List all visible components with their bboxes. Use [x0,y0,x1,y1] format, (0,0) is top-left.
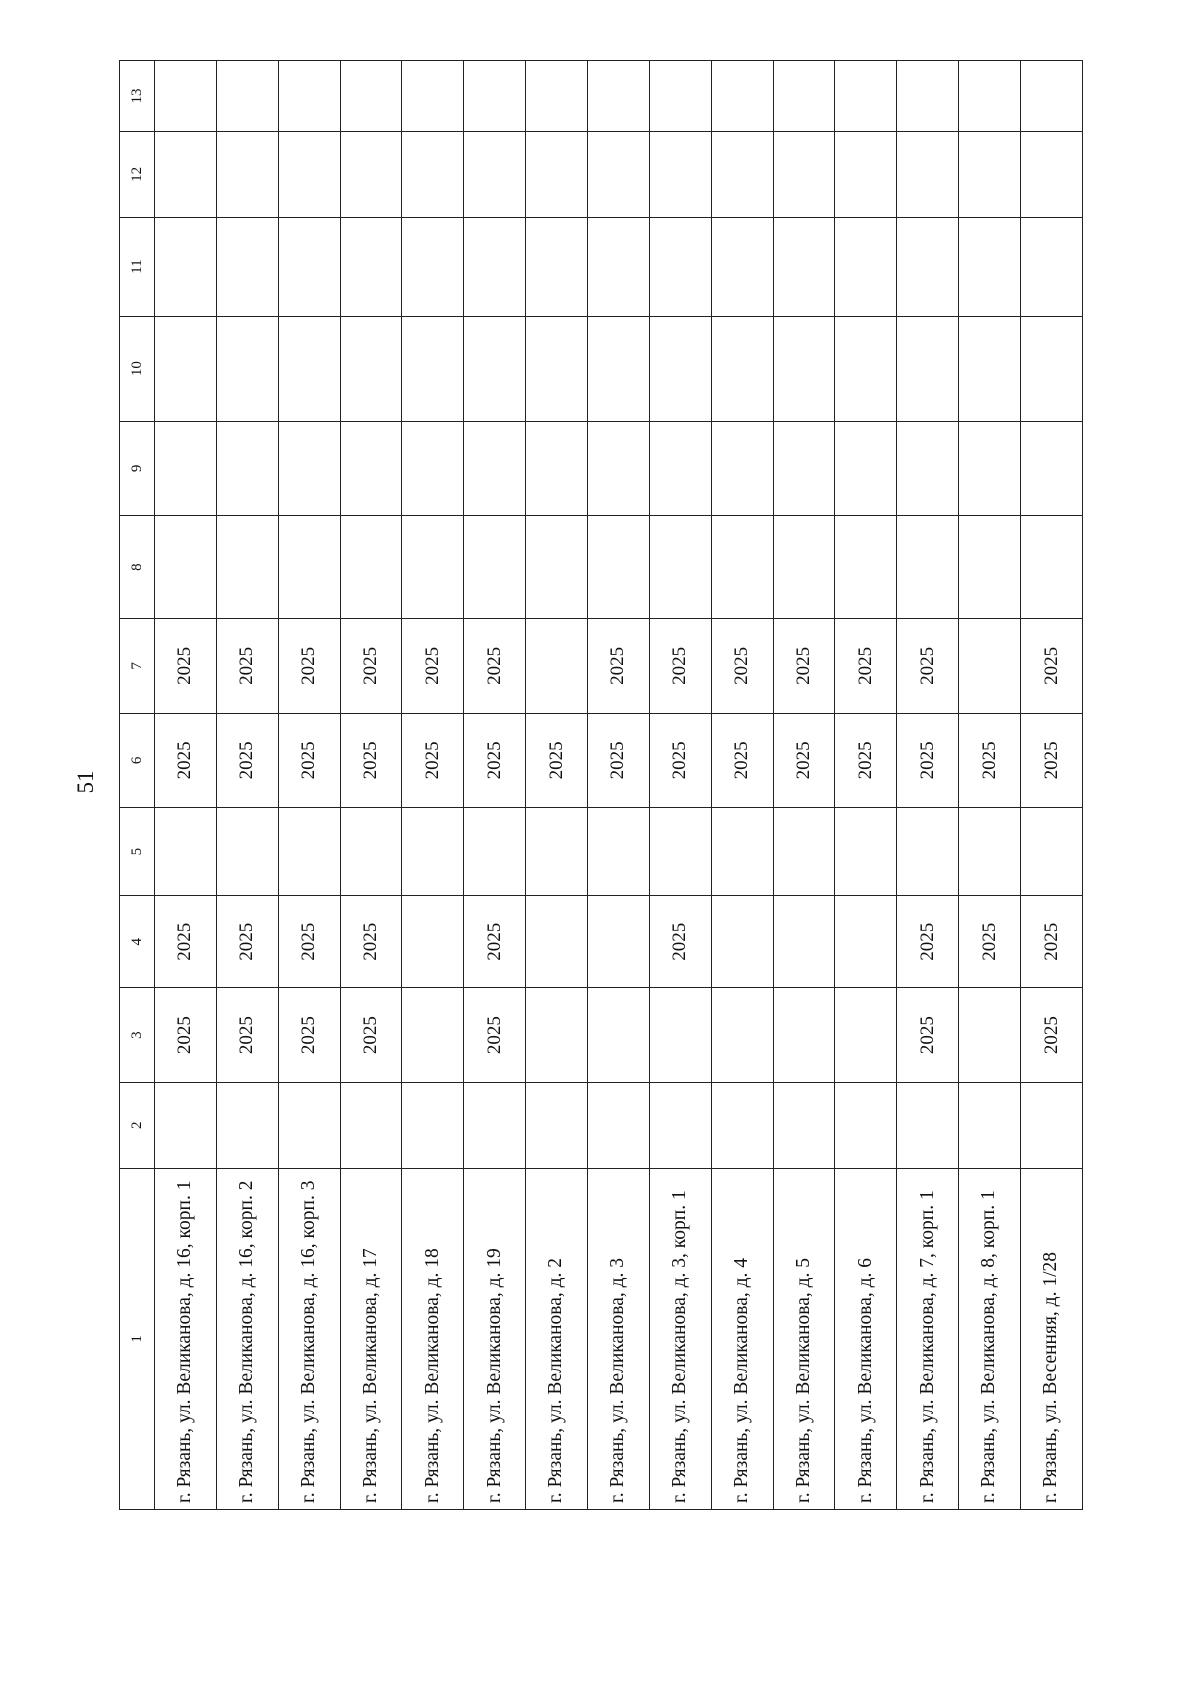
year-cell-col-5 [711,808,773,896]
year-cell-col-7: 2025 [897,619,959,713]
address-cell: г. Рязань, ул. Великанова, д. 16, корп. 1 [155,1168,217,1509]
year-cell-col-7: 2025 [711,619,773,713]
year-cell-col-9 [835,421,897,515]
year-cell-col-7: 2025 [464,619,526,713]
year-cell-col-12 [402,131,464,217]
year-cell-col-5 [897,808,959,896]
year-cell-col-3 [649,988,711,1082]
year-cell-col-11 [773,217,835,316]
year-cell-col-5 [402,808,464,896]
year-cell-col-4: 2025 [340,896,402,988]
year-cell-col-4: 2025 [216,896,278,988]
table-row [278,61,340,1510]
year-cell-col-11 [464,217,526,316]
table-row [155,61,217,1510]
year-cell-col-10 [526,316,588,421]
year-cell-col-4: 2025 [464,896,526,988]
year-cell-col-2 [773,1082,835,1168]
year-cell-col-3: 2025 [1021,988,1083,1082]
year-cell-col-3 [959,988,1021,1082]
year-cell-col-8 [216,516,278,619]
year-cell-col-12 [835,131,897,217]
year-cell-col-9 [711,421,773,515]
year-cell-col-11 [588,217,650,316]
year-cell-col-2 [897,1082,959,1168]
page-number: 51 [73,770,98,794]
year-cell-col-6: 2025 [526,713,588,807]
year-cell-col-5 [216,808,278,896]
year-cell-col-12 [340,131,402,217]
year-cell-col-12 [155,131,217,217]
year-cell-col-10 [649,316,711,421]
year-cell-col-6: 2025 [402,713,464,807]
year-cell-col-10 [155,316,217,421]
year-cell-col-8 [959,516,1021,619]
column-header: 8 [120,516,155,619]
address-cell: г. Рязань, ул. Великанова, д. 6 [835,1168,897,1509]
year-cell-col-9 [1021,421,1083,515]
year-cell-col-8 [402,516,464,619]
year-cell-col-9 [649,421,711,515]
year-cell-col-8 [526,516,588,619]
year-cell-col-13 [897,61,959,132]
year-cell-col-12 [278,131,340,217]
table-row [464,61,526,1510]
column-header: 9 [120,421,155,515]
year-cell-col-9 [464,421,526,515]
year-cell-col-13 [526,61,588,132]
year-cell-col-7: 2025 [773,619,835,713]
year-cell-col-6: 2025 [897,713,959,807]
year-cell-col-4: 2025 [959,896,1021,988]
year-cell-col-6: 2025 [835,713,897,807]
year-cell-col-6: 2025 [216,713,278,807]
year-cell-col-4 [835,896,897,988]
year-cell-col-12 [588,131,650,217]
year-cell-col-10 [711,316,773,421]
year-cell-col-11 [649,217,711,316]
year-cell-col-9 [278,421,340,515]
year-cell-col-2 [155,1082,217,1168]
year-cell-col-11 [340,217,402,316]
year-cell-col-6: 2025 [155,713,217,807]
year-cell-col-3: 2025 [897,988,959,1082]
year-cell-col-13 [835,61,897,132]
column-header: 3 [120,988,155,1082]
year-cell-col-6: 2025 [711,713,773,807]
year-cell-col-8 [464,516,526,619]
year-cell-col-11 [278,217,340,316]
table-row [216,61,278,1510]
column-header: 12 [120,131,155,217]
column-header: 2 [120,1082,155,1168]
year-cell-col-10 [464,316,526,421]
year-cell-col-7: 2025 [588,619,650,713]
year-cell-col-6: 2025 [588,713,650,807]
year-cell-col-11 [897,217,959,316]
year-cell-col-5 [959,808,1021,896]
year-cell-col-8 [340,516,402,619]
year-cell-col-9 [959,421,1021,515]
address-cell: г. Рязань, ул. Великанова, д. 3, корп. 1 [649,1168,711,1509]
year-cell-col-4: 2025 [897,896,959,988]
year-cell-col-2 [340,1082,402,1168]
address-cell: г. Рязань, ул. Великанова, д. 18 [402,1168,464,1509]
year-cell-col-3 [835,988,897,1082]
address-cell: г. Рязань, ул. Великанова, д. 8, корп. 1 [959,1168,1021,1509]
year-cell-col-9 [897,421,959,515]
table-row [402,61,464,1510]
address-cell: г. Рязань, ул. Великанова, д. 16, корп. 3 [278,1168,340,1509]
year-cell-col-9 [155,421,217,515]
year-cell-col-7: 2025 [278,619,340,713]
table-row [897,61,959,1510]
column-header: 13 [120,61,155,132]
year-cell-col-5 [773,808,835,896]
year-cell-col-8 [155,516,217,619]
year-cell-col-3: 2025 [216,988,278,1082]
table-row [649,61,711,1510]
year-cell-col-10 [588,316,650,421]
year-cell-col-5 [464,808,526,896]
year-cell-col-8 [649,516,711,619]
year-cell-col-2 [278,1082,340,1168]
year-cell-col-11 [959,217,1021,316]
address-cell: г. Рязань, ул. Великанова, д. 17 [340,1168,402,1509]
year-cell-col-3 [711,988,773,1082]
year-cell-col-5 [278,808,340,896]
table-row [1021,61,1083,1510]
year-cell-col-10 [897,316,959,421]
year-cell-col-8 [773,516,835,619]
year-cell-col-9 [340,421,402,515]
year-cell-col-3: 2025 [155,988,217,1082]
year-cell-col-6: 2025 [340,713,402,807]
table-row [773,61,835,1510]
year-cell-col-8 [278,516,340,619]
year-cell-col-13 [464,61,526,132]
year-cell-col-9 [588,421,650,515]
year-cell-col-11 [526,217,588,316]
year-cell-col-3: 2025 [464,988,526,1082]
year-cell-col-10 [959,316,1021,421]
year-cell-col-10 [773,316,835,421]
address-cell: г. Рязань, ул. Великанова, д. 4 [711,1168,773,1509]
year-cell-col-13 [649,61,711,132]
year-cell-col-6: 2025 [278,713,340,807]
table-row [959,61,1021,1510]
column-header: 10 [120,316,155,421]
year-cell-col-11 [155,217,217,316]
year-cell-col-10 [835,316,897,421]
year-cell-col-2 [1021,1082,1083,1168]
year-cell-col-7 [959,619,1021,713]
year-cell-col-2 [464,1082,526,1168]
table-row [711,61,773,1510]
year-cell-col-11 [711,217,773,316]
year-cell-col-10 [340,316,402,421]
year-cell-col-2 [649,1082,711,1168]
year-cell-col-7: 2025 [216,619,278,713]
year-cell-col-2 [959,1082,1021,1168]
year-cell-col-7: 2025 [1021,619,1083,713]
year-cell-col-12 [773,131,835,217]
year-cell-col-12 [216,131,278,217]
year-cell-col-11 [1021,217,1083,316]
year-cell-col-9 [526,421,588,515]
year-cell-col-10 [278,316,340,421]
year-cell-col-6: 2025 [464,713,526,807]
year-cell-col-2 [402,1082,464,1168]
year-cell-col-5 [588,808,650,896]
year-cell-col-4: 2025 [649,896,711,988]
year-cell-col-4 [402,896,464,988]
year-cell-col-13 [216,61,278,132]
year-cell-col-12 [897,131,959,217]
year-cell-col-11 [216,217,278,316]
year-cell-col-4 [711,896,773,988]
year-cell-col-9 [216,421,278,515]
year-cell-col-12 [526,131,588,217]
column-number-header-row [120,61,155,1510]
year-cell-col-9 [402,421,464,515]
column-header: 1 [120,1168,155,1509]
year-cell-col-2 [526,1082,588,1168]
year-cell-col-5 [835,808,897,896]
address-cell: г. Рязань, ул. Великанова, д. 7, корп. 1 [897,1168,959,1509]
year-cell-col-4 [773,896,835,988]
year-cell-col-10 [402,316,464,421]
address-cell: г. Рязань, ул. Великанова, д. 19 [464,1168,526,1509]
year-cell-col-3: 2025 [278,988,340,1082]
year-cell-col-8 [835,516,897,619]
year-cell-col-12 [711,131,773,217]
year-cell-col-12 [649,131,711,217]
year-cell-col-13 [402,61,464,132]
year-cell-col-10 [1021,316,1083,421]
year-cell-col-7: 2025 [402,619,464,713]
year-cell-col-8 [711,516,773,619]
column-header: 6 [120,713,155,807]
year-cell-col-13 [155,61,217,132]
year-cell-col-8 [897,516,959,619]
year-cell-col-2 [711,1082,773,1168]
year-cell-col-13 [711,61,773,132]
year-cell-col-7: 2025 [649,619,711,713]
table-body [155,61,1083,1510]
year-cell-col-6: 2025 [649,713,711,807]
year-cell-col-7: 2025 [835,619,897,713]
year-cell-col-3 [773,988,835,1082]
schedule-table-wrapper [119,60,1083,1510]
address-cell: г. Рязань, ул. Великанова, д. 2 [526,1168,588,1509]
year-cell-col-4 [526,896,588,988]
address-cell: г. Рязань, ул. Великанова, д. 16, корп. 2 [216,1168,278,1509]
year-cell-col-2 [216,1082,278,1168]
year-cell-col-6: 2025 [959,713,1021,807]
column-header: 5 [120,808,155,896]
table-row [588,61,650,1510]
table-row [526,61,588,1510]
year-cell-col-13 [773,61,835,132]
year-cell-col-4: 2025 [155,896,217,988]
year-cell-col-3 [588,988,650,1082]
year-cell-col-13 [1021,61,1083,132]
year-cell-col-9 [773,421,835,515]
year-cell-col-4 [588,896,650,988]
year-cell-col-7: 2025 [155,619,217,713]
year-cell-col-12 [1021,131,1083,217]
column-header: 7 [120,619,155,713]
column-header: 4 [120,896,155,988]
year-cell-col-6: 2025 [773,713,835,807]
year-cell-col-13 [588,61,650,132]
year-cell-col-5 [526,808,588,896]
year-cell-col-5 [649,808,711,896]
address-cell: г. Рязань, ул. Весенняя, д. 1/28 [1021,1168,1083,1509]
year-cell-col-5 [155,808,217,896]
year-cell-col-12 [959,131,1021,217]
year-cell-col-11 [402,217,464,316]
year-cell-col-3 [526,988,588,1082]
address-cell: г. Рязань, ул. Великанова, д. 5 [773,1168,835,1509]
table-row [340,61,402,1510]
year-cell-col-3 [402,988,464,1082]
schedule-table [119,60,1083,1510]
year-cell-col-13 [340,61,402,132]
year-cell-col-13 [959,61,1021,132]
column-header: 11 [120,217,155,316]
year-cell-col-12 [464,131,526,217]
year-cell-col-3: 2025 [340,988,402,1082]
year-cell-col-2 [835,1082,897,1168]
year-cell-col-7 [526,619,588,713]
year-cell-col-5 [1021,808,1083,896]
year-cell-col-7: 2025 [340,619,402,713]
year-cell-col-8 [1021,516,1083,619]
year-cell-col-4: 2025 [278,896,340,988]
year-cell-col-6: 2025 [1021,713,1083,807]
year-cell-col-8 [588,516,650,619]
year-cell-col-11 [835,217,897,316]
year-cell-col-5 [340,808,402,896]
year-cell-col-2 [588,1082,650,1168]
year-cell-col-13 [278,61,340,132]
year-cell-col-10 [216,316,278,421]
address-cell: г. Рязань, ул. Великанова, д. 3 [588,1168,650,1509]
year-cell-col-4: 2025 [1021,896,1083,988]
table-row [835,61,897,1510]
